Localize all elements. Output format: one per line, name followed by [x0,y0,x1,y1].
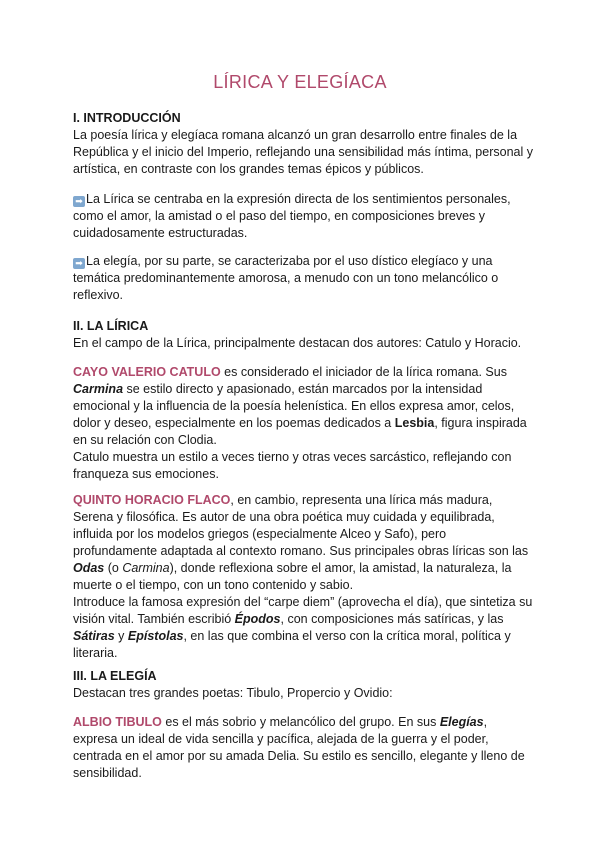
work-title-carmina: Carmina [73,382,124,396]
right-arrow-icon: ➡ [73,258,85,269]
horacio-paragraph-1: QUINTO HORACIO FLACO, en cambio, representa una lírica más madura, Serena y filosófica. Es autor de una obra poética muy cuidada y equilibrada, influida por los modelos griegos (especialmente Alceo y Safo), pero profundamente adaptada al contexto romano. Sus principales obras líricas son las Odas (o Carmina), donde reflexiona sobre el amor, la amistad, la naturaleza, la muerte o el tiempo, con un tono contenido y sabio. [73,493,529,592]
section-elegia [73,668,533,702]
section-heading-elegia: III. LA ELEGÍA [73,669,157,683]
document-title: LÍRICA Y ELEGÍACA [213,72,387,92]
work-title-carmina-alt: Carmina [122,561,170,575]
intro-paragraph-2: La Lírica se centraba en la expresión directa de los sentimientos personales, como el amor, la amistad o el paso del tiempo, en composiciones breves y cuidadosamente estructuradas. [73,192,511,240]
work-title-epistolas: Epístolas [127,629,184,643]
section-heading-introduccion: I. INTRODUCCIÓN [73,111,181,125]
section-lirica [73,318,533,352]
intro-paragraph-lirica [73,191,533,242]
work-title-epodos: Épodos [234,612,281,626]
right-arrow-icon: ➡ [73,196,85,207]
work-title-elegias: Elegías [439,715,484,729]
lirica-intro: En el campo de la Lírica, principalmente destacan dos autores: Catulo y Horacio. [73,336,522,350]
elegia-intro: Destacan tres grandes poetas: Tibulo, Propercio y Ovidio: [73,686,393,700]
intro-paragraph-1: La poesía lírica y elegíaca romana alcanzó un gran desarrollo entre finales de la República y el inicio del Imperio, reflejando una sensibilidad más íntima, personal y artística, en contraste con los grandes temas épicos y públicos. [73,128,533,176]
intro-paragraph-elegia [73,253,533,304]
tibulo-section [73,714,533,782]
author-name-horacio: QUINTO HORACIO FLACO [73,493,231,507]
work-title-odas: Odas [73,561,105,575]
horacio-section [73,492,533,662]
horacio-paragraph-2: Introduce la famosa expresión del “carpe diem” (aprovecha el día), que sintetiza su visión vital. También escribió Épodos, con composiciones más satíricas, y las Sátiras y Epístolas, en las que combina el verso con la crítica moral, política y literaria. [73,595,533,660]
intro-paragraph-3: La elegía, por su parte, se caracterizaba por el uso dístico elegíaco y una temática predominantemente amorosa, a menudo con un tono melancólico o reflexivo. [73,254,499,302]
catulo-section [73,364,533,483]
catulo-paragraph-1: CAYO VALERIO CATULO es considerado el iniciador de la lírica romana. Sus Carmina se estilo directo y apasionado, están marcados por la intensidad emocional y la influencia de la poesía helenística. En ellos expresa amor, celos, dolor y deseo, especialmente en los poemas dedicados a Lesbia, figura inspirada en su relación con Clodia. [73,365,527,447]
work-title-satiras: Sátiras [73,629,115,643]
section-introduccion [73,110,533,178]
tibulo-paragraph: ALBIO TIBULO es el más sobrio y melancólico del grupo. En sus Elegías, expresa un ideal de vida sencilla y pacífica, alejada de la guerra y el poder, centrada en el amor por su amada Delia. Su estilo es sencillo, elegante y lleno de sensibilidad. [73,715,525,780]
section-heading-lirica: II. LA LÍRICA [73,319,149,333]
author-name-catulo: CAYO VALERIO CATULO [73,365,221,379]
author-name-tibulo: ALBIO TIBULO [73,715,162,729]
catulo-paragraph-2: Catulo muestra un estilo a veces tierno y otras veces sarcástico, reflejando con franqueza sus emociones. [73,450,512,481]
name-lesbia: Lesbia [394,416,435,430]
